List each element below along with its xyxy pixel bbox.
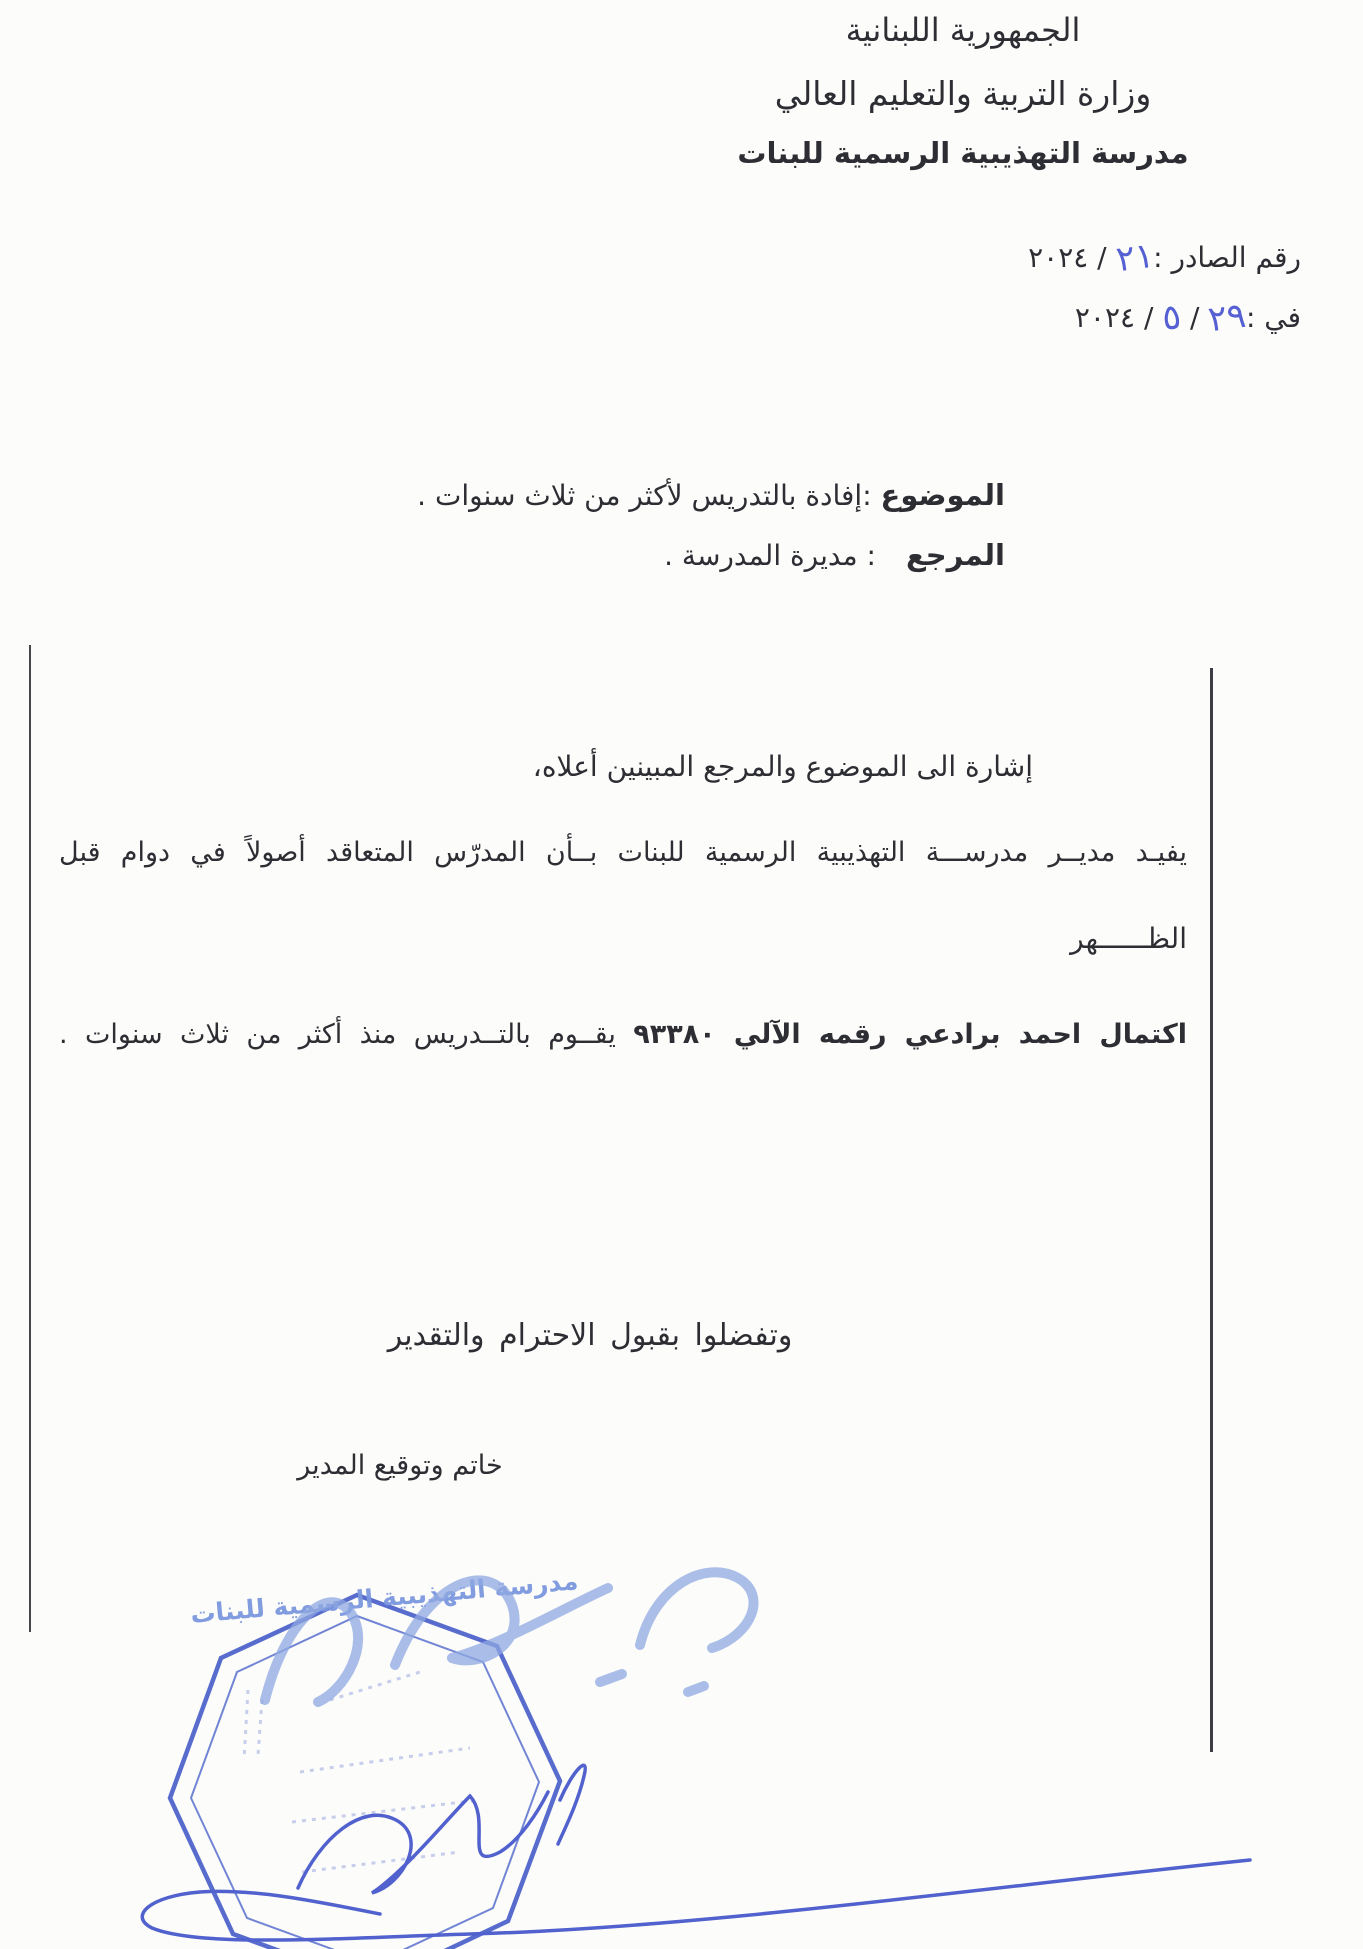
outgoing-number-year: ٢٠٢٤ (1028, 241, 1089, 274)
stamp-arc-text: مدرسة التهذيبية الرسمية للبنات (189, 1566, 580, 1629)
date-separator-2: / (1135, 301, 1163, 334)
teacher-statement-line (59, 1015, 1187, 1056)
reference-text: : مديرة المدرسة . (664, 539, 876, 572)
date-label: في : (1245, 301, 1301, 334)
stamp-octagon-inner (191, 1616, 539, 1949)
body-opening-line: إشارة الى الموضوع والمرجع المبينين أعلاه، (532, 750, 1033, 783)
school-name: مدرسة التهذيبية الرسمية للبنات (737, 135, 1189, 170)
body-statement-continuation: الظــــــهر (1070, 922, 1187, 955)
director-pen-signature (142, 1765, 1250, 1940)
date-year: ٢٠٢٤ (1074, 301, 1136, 334)
reference-line (417, 538, 1005, 572)
letterhead (723, 8, 1203, 174)
end-period: . (59, 1019, 68, 1050)
date-line (1028, 296, 1301, 356)
body-statement-line: يفيـد مديــر مدرســـة التهذيبية الرسمية للبنات بــأن المدرّس المتعاقد أصولاً في دوام قبل (59, 837, 1187, 868)
stamp-faint-text-marks (244, 1672, 480, 1872)
date-month-handwritten: ٥ (1160, 296, 1184, 339)
signature-scribble (265, 1572, 754, 1702)
teacher-name-and-id: اكتمال احمد برادعي رقمه الآلي ٩٣٣٨٠ (633, 1019, 1188, 1050)
signature-flourish-line (142, 1860, 1250, 1940)
outgoing-number-separator: / (1088, 241, 1116, 274)
respect-closing-line: وتفضلوا بقبول الاحترام والتقدير (387, 1318, 793, 1353)
stamp-signature-caption: خاتم وتوقيع المدير (297, 1450, 503, 1481)
date-day-handwritten: ٢٩ (1206, 295, 1249, 341)
subject-text: :إفادة بالتدريس لأكثر من ثلاث سنوات . (417, 479, 881, 512)
ministry-title: وزارة التربية والتعليم العالي (774, 73, 1152, 113)
left-margin-rule (29, 645, 31, 1632)
school-stamp (170, 1566, 754, 1949)
outgoing-number-label: رقم الصادر : (1153, 241, 1301, 274)
signature-hook (558, 1765, 585, 1844)
republic-title: الجمهورية اللبنانية (845, 11, 1081, 49)
right-margin-rule (1210, 668, 1213, 1752)
outgoing-number-line (1028, 236, 1301, 296)
subject-block (417, 478, 1005, 598)
signature-loops (298, 1792, 548, 1893)
outgoing-number-handwritten: ٢١ (1113, 235, 1156, 281)
reference-label: المرجع (905, 538, 1005, 572)
subject-label: الموضوع (880, 478, 1005, 512)
reference-block (1028, 236, 1301, 356)
date-separator-1: / (1181, 301, 1209, 334)
stamp-octagon-outer (170, 1595, 560, 1949)
teaching-duration-text: يقــوم بالتــدريس منذ أكثر من ثلاث سنوات (84, 1019, 616, 1050)
subject-line (417, 478, 1005, 512)
